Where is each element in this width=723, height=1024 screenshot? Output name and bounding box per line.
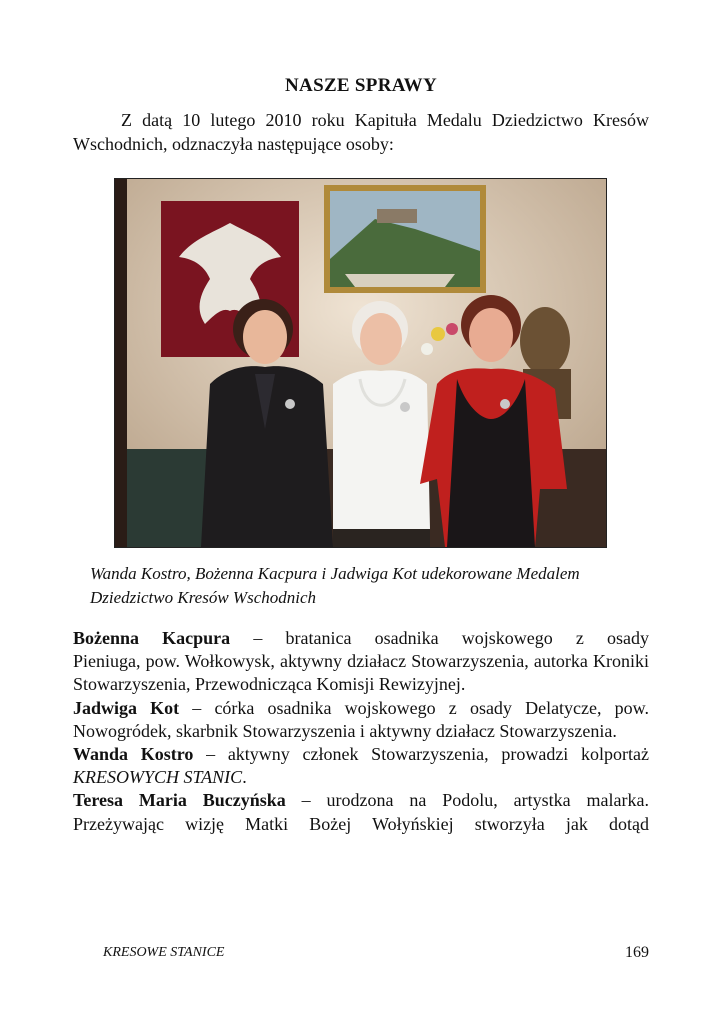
- photo-caption: [90, 562, 650, 610]
- entry-name: Bożenna Kacpura: [73, 628, 231, 648]
- entry-text: – urodzona na Podolu, artystka malarka. Przeżywając wizję Matki Bożej Wołyńskiej stworzyła jak dotąd: [73, 790, 649, 834]
- document-page: [73, 0, 649, 1024]
- entry-text: Pieniuga, pow. Wołkowysk, aktywny działacz Stowarzyszenia, autorka Kroniki Stowarzyszenia, Przewodnicząca Komisji Rewizyjnej.: [73, 651, 649, 695]
- entry-name: Wanda Kostro: [73, 744, 194, 765]
- intro-text: Z datą 10 lutego 2010 roku Kapituła Medalu Dziedzictwo Kresów Wschodnich, odznaczyła następujące osoby:: [73, 110, 649, 154]
- page-title: NASZE SPRAWY: [285, 75, 437, 96]
- body-text: [73, 627, 649, 836]
- award-photo: [114, 178, 607, 548]
- entry-text: – bratanica osadnika wojskowego z osady: [230, 628, 649, 648]
- footer-publication: KRESOWE STANICE: [103, 945, 225, 960]
- entry-paragraph: [73, 789, 649, 835]
- entry-name: Teresa Maria Buczyńska: [73, 790, 286, 811]
- entry-text: – córka osadnika wojskowego z osady Delatycze, pow. Nowogródek, skarbnik Stowarzyszenia i aktywny działacz Stowarzyszenia.: [73, 697, 649, 741]
- entry-text-end: .: [242, 767, 247, 788]
- entry-paragraph: [73, 697, 649, 743]
- caption-line-2: Dziedzictwo Kresów Wschodnich: [90, 588, 317, 607]
- intro-paragraph: [73, 108, 649, 156]
- entry-paragraph: [73, 743, 649, 789]
- footer-page-number: 169: [625, 944, 649, 961]
- entry-paragraph: [73, 627, 649, 650]
- award-photo-image: [115, 179, 606, 547]
- entry-italic-title: KRESOWYCH STANIC: [73, 767, 243, 788]
- entry-name: Jadwiga Kot: [73, 697, 180, 718]
- caption-line-1: Wanda Kostro, Bożenna Kacpura i Jadwiga Kot udekorowane Medalem: [90, 564, 580, 583]
- entry-paragraph: [73, 650, 649, 696]
- entry-text: – aktywny członek Stowarzyszenia, prowadzi kolportaż: [193, 744, 649, 765]
